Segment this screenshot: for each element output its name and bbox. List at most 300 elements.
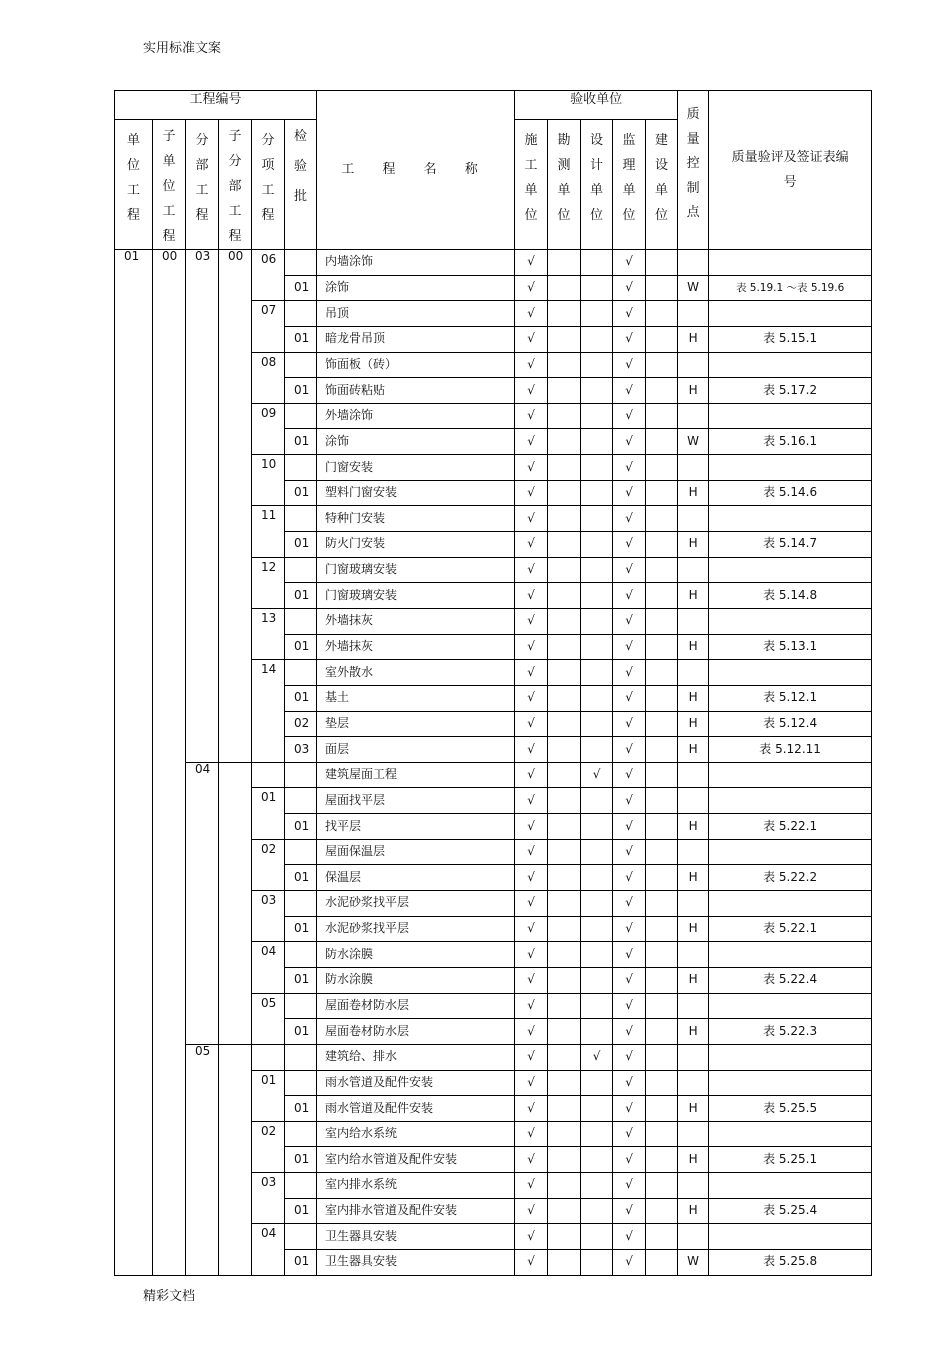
cell-project-name: 外墙抹灰 <box>317 608 515 634</box>
header-owner-unit: 建设单位 <box>646 120 678 250</box>
cell-quality-control-point: H <box>678 967 709 993</box>
cell-survey-check <box>548 532 581 558</box>
cell-form-number: 表 5.12.4 <box>709 711 872 737</box>
cell-lot: 01 <box>285 583 317 609</box>
cell-item-code: 01 <box>252 1070 285 1121</box>
cell-survey-check <box>548 455 581 481</box>
cell-project-name: 找平层 <box>317 814 515 840</box>
cell-construction-check: √ <box>515 634 548 660</box>
cell-owner-check <box>646 583 678 609</box>
cell-survey-check <box>548 762 581 788</box>
cell-project-name: 雨水管道及配件安装 <box>317 1096 515 1122</box>
cell-item-code: 08 <box>252 352 285 403</box>
cell-survey-check <box>548 378 581 404</box>
cell-item-code: 14 <box>252 660 285 763</box>
cell-construction-check: √ <box>515 788 548 814</box>
cell-project-name: 门窗玻璃安装 <box>317 583 515 609</box>
cell-survey-check <box>548 1147 581 1173</box>
cell-design-check <box>581 1249 613 1275</box>
cell-survey-check <box>548 1224 581 1250</box>
cell-supervision-check: √ <box>613 1044 646 1070</box>
cell-form-number: 表 5.14.6 <box>709 480 872 506</box>
cell-supervision-check: √ <box>613 455 646 481</box>
cell-project-name: 室内给水系统 <box>317 1121 515 1147</box>
cell-quality-control-point <box>678 250 709 276</box>
cell-construction-check: √ <box>515 301 548 327</box>
cell-owner-check <box>646 1198 678 1224</box>
cell-design-check <box>581 480 613 506</box>
cell-supervision-check: √ <box>613 865 646 891</box>
cell-quality-control-point: H <box>678 326 709 352</box>
cell-quality-control-point: H <box>678 1198 709 1224</box>
cell-survey-check <box>548 1019 581 1045</box>
cell-lot <box>285 1070 317 1096</box>
cell-supervision-check: √ <box>613 326 646 352</box>
cell-project-name: 面层 <box>317 737 515 763</box>
cell-item-code: 02 <box>252 1121 285 1172</box>
cell-supervision-check: √ <box>613 378 646 404</box>
cell-supervision-check: √ <box>613 839 646 865</box>
cell-project-name: 吊顶 <box>317 301 515 327</box>
cell-lot: 01 <box>285 967 317 993</box>
header-subdivision-project: 子分部工程 <box>219 120 252 250</box>
cell-form-number: 表 5.25.5 <box>709 1096 872 1122</box>
table-row <box>115 250 872 276</box>
cell-lot: 01 <box>285 378 317 404</box>
cell-owner-check <box>646 839 678 865</box>
cell-project-name: 垫层 <box>317 711 515 737</box>
cell-design-check <box>581 891 613 917</box>
page-footer: 精彩文档 <box>143 1289 196 1304</box>
cell-project-name: 外墙抹灰 <box>317 634 515 660</box>
cell-form-number <box>709 1070 872 1096</box>
cell-survey-check <box>548 711 581 737</box>
cell-construction-check: √ <box>515 711 548 737</box>
cell-subdivision-project <box>219 1044 252 1275</box>
cell-construction-check: √ <box>515 480 548 506</box>
cell-design-check <box>581 557 613 583</box>
cell-lot <box>285 352 317 378</box>
cell-item-code: 03 <box>252 1173 285 1224</box>
cell-construction-check: √ <box>515 1249 548 1275</box>
cell-supervision-check: √ <box>613 403 646 429</box>
cell-owner-check <box>646 1224 678 1250</box>
cell-lot <box>285 839 317 865</box>
header-construction-unit: 施工单位 <box>515 120 548 250</box>
cell-supervision-check: √ <box>613 1249 646 1275</box>
group-engineering-code: 工程编号 <box>115 91 317 120</box>
cell-supervision-check: √ <box>613 916 646 942</box>
cell-survey-check <box>548 557 581 583</box>
cell-owner-check <box>646 532 678 558</box>
cell-lot <box>285 1121 317 1147</box>
cell-survey-check <box>548 1121 581 1147</box>
cell-owner-check <box>646 685 678 711</box>
cell-owner-check <box>646 480 678 506</box>
cell-project-name: 门窗安装 <box>317 455 515 481</box>
cell-form-number <box>709 762 872 788</box>
cell-form-number <box>709 891 872 917</box>
cell-survey-check <box>548 1044 581 1070</box>
cell-survey-check <box>548 865 581 891</box>
cell-project-name: 门窗玻璃安装 <box>317 557 515 583</box>
cell-construction-check: √ <box>515 685 548 711</box>
cell-owner-check <box>646 506 678 532</box>
cell-supervision-check: √ <box>613 1173 646 1199</box>
cell-survey-check <box>548 839 581 865</box>
cell-survey-check <box>548 634 581 660</box>
cell-form-number: 表 5.13.1 <box>709 634 872 660</box>
cell-project-name: 建筑给、排水 <box>317 1044 515 1070</box>
cell-item-code: 09 <box>252 403 285 454</box>
cell-construction-check: √ <box>515 1224 548 1250</box>
header-division-project: 分部工程 <box>186 120 219 250</box>
cell-lot <box>285 506 317 532</box>
cell-design-check <box>581 737 613 763</box>
cell-lot <box>285 557 317 583</box>
cell-design-check <box>581 1224 613 1250</box>
cell-design-check <box>581 993 613 1019</box>
cell-survey-check <box>548 788 581 814</box>
cell-quality-control-point <box>678 839 709 865</box>
cell-form-number <box>709 1044 872 1070</box>
cell-form-number: 表 5.19.1 ～表 5.19.6 <box>709 275 872 301</box>
cell-owner-check <box>646 275 678 301</box>
cell-construction-check: √ <box>515 1096 548 1122</box>
cell-lot: 01 <box>285 634 317 660</box>
acceptance-table <box>114 90 872 1276</box>
cell-supervision-check: √ <box>613 250 646 276</box>
cell-item-code: 06 <box>252 250 285 301</box>
cell-survey-check <box>548 250 581 276</box>
cell-project-name: 基土 <box>317 685 515 711</box>
cell-item-code: 05 <box>252 993 285 1044</box>
cell-construction-check: √ <box>515 865 548 891</box>
cell-owner-check <box>646 1070 678 1096</box>
cell-owner-check <box>646 737 678 763</box>
cell-supervision-check: √ <box>613 942 646 968</box>
cell-project-name: 屋面保温层 <box>317 839 515 865</box>
cell-survey-check <box>548 685 581 711</box>
cell-design-check <box>581 455 613 481</box>
cell-quality-control-point <box>678 557 709 583</box>
cell-owner-check <box>646 891 678 917</box>
cell-form-number <box>709 608 872 634</box>
cell-form-number <box>709 788 872 814</box>
cell-form-number <box>709 250 872 276</box>
cell-design-check <box>581 352 613 378</box>
cell-design-check <box>581 608 613 634</box>
cell-owner-check <box>646 788 678 814</box>
cell-design-check <box>581 378 613 404</box>
cell-construction-check: √ <box>515 762 548 788</box>
cell-project-name: 建筑屋面工程 <box>317 762 515 788</box>
cell-project-name: 饰面板（砖） <box>317 352 515 378</box>
cell-construction-check: √ <box>515 737 548 763</box>
cell-quality-control-point <box>678 1044 709 1070</box>
cell-survey-check <box>548 506 581 532</box>
cell-quality-control-point <box>678 891 709 917</box>
cell-survey-check <box>548 403 581 429</box>
cell-lot: 01 <box>285 480 317 506</box>
cell-construction-check: √ <box>515 1044 548 1070</box>
cell-design-check <box>581 839 613 865</box>
cell-quality-control-point <box>678 1121 709 1147</box>
group-acceptance-units: 验收单位 <box>515 91 678 120</box>
cell-form-number: 表 5.25.4 <box>709 1198 872 1224</box>
cell-item-code: 12 <box>252 557 285 608</box>
cell-lot: 01 <box>285 275 317 301</box>
cell-project-name: 屋面找平层 <box>317 788 515 814</box>
cell-project-name: 饰面砖粘贴 <box>317 378 515 404</box>
header-supervision-unit: 监理单位 <box>613 120 646 250</box>
cell-quality-control-point: W <box>678 1249 709 1275</box>
cell-form-number: 表 5.22.1 <box>709 814 872 840</box>
cell-owner-check <box>646 1044 678 1070</box>
cell-lot: 01 <box>285 1147 317 1173</box>
cell-design-check <box>581 429 613 455</box>
cell-design-check <box>581 250 613 276</box>
cell-project-name: 屋面卷材防水层 <box>317 993 515 1019</box>
cell-quality-control-point <box>678 608 709 634</box>
cell-design-check <box>581 1070 613 1096</box>
cell-construction-check: √ <box>515 1019 548 1045</box>
cell-survey-check <box>548 352 581 378</box>
cell-design-check: √ <box>581 762 613 788</box>
cell-supervision-check: √ <box>613 891 646 917</box>
header-project-name: 工 程 名 称 <box>317 91 515 250</box>
cell-form-number <box>709 993 872 1019</box>
cell-item-code: 04 <box>252 1224 285 1275</box>
cell-lot <box>285 788 317 814</box>
cell-owner-check <box>646 403 678 429</box>
cell-supervision-check: √ <box>613 762 646 788</box>
cell-owner-check <box>646 352 678 378</box>
cell-owner-check <box>646 455 678 481</box>
cell-design-check <box>581 634 613 660</box>
cell-owner-check <box>646 942 678 968</box>
cell-lot: 01 <box>285 326 317 352</box>
cell-survey-check <box>548 967 581 993</box>
header-survey-unit: 勘测单位 <box>548 120 581 250</box>
cell-project-name: 水泥砂浆找平层 <box>317 891 515 917</box>
cell-construction-check: √ <box>515 378 548 404</box>
cell-supervision-check: √ <box>613 1224 646 1250</box>
cell-division-project: 04 <box>186 762 219 1044</box>
cell-lot: 01 <box>285 1096 317 1122</box>
cell-unit-project: 01 <box>115 250 153 1276</box>
cell-project-name: 雨水管道及配件安装 <box>317 1070 515 1096</box>
cell-supervision-check: √ <box>613 1096 646 1122</box>
cell-owner-check <box>646 865 678 891</box>
cell-lot: 02 <box>285 711 317 737</box>
cell-survey-check <box>548 480 581 506</box>
cell-quality-control-point: W <box>678 275 709 301</box>
cell-construction-check: √ <box>515 352 548 378</box>
cell-supervision-check: √ <box>613 967 646 993</box>
cell-quality-control-point <box>678 506 709 532</box>
cell-form-number <box>709 1173 872 1199</box>
cell-quality-control-point: H <box>678 532 709 558</box>
cell-owner-check <box>646 916 678 942</box>
cell-construction-check: √ <box>515 814 548 840</box>
cell-quality-control-point <box>678 1070 709 1096</box>
cell-lot: 01 <box>285 814 317 840</box>
cell-form-number: 表 5.25.1 <box>709 1147 872 1173</box>
cell-design-check <box>581 916 613 942</box>
cell-quality-control-point <box>678 1224 709 1250</box>
cell-survey-check <box>548 326 581 352</box>
cell-lot <box>285 762 317 788</box>
cell-construction-check: √ <box>515 326 548 352</box>
cell-form-number <box>709 1121 872 1147</box>
cell-design-check <box>581 506 613 532</box>
cell-owner-check <box>646 557 678 583</box>
cell-survey-check <box>548 916 581 942</box>
cell-survey-check <box>548 275 581 301</box>
cell-design-check: √ <box>581 1044 613 1070</box>
cell-lot: 03 <box>285 737 317 763</box>
cell-survey-check <box>548 1249 581 1275</box>
cell-quality-control-point: H <box>678 1019 709 1045</box>
cell-quality-control-point <box>678 942 709 968</box>
cell-supervision-check: √ <box>613 352 646 378</box>
header-form-number: 质量验评及签证表编号 <box>709 91 872 250</box>
cell-lot: 01 <box>285 916 317 942</box>
cell-supervision-check: √ <box>613 814 646 840</box>
cell-item-code: 10 <box>252 455 285 506</box>
cell-construction-check: √ <box>515 429 548 455</box>
cell-form-number: 表 5.22.4 <box>709 967 872 993</box>
cell-project-name: 塑料门窗安装 <box>317 480 515 506</box>
cell-design-check <box>581 1121 613 1147</box>
cell-supervision-check: √ <box>613 788 646 814</box>
cell-design-check <box>581 1096 613 1122</box>
cell-item-code: 07 <box>252 301 285 352</box>
cell-project-name: 室内排水系统 <box>317 1173 515 1199</box>
cell-design-check <box>581 967 613 993</box>
cell-lot <box>285 891 317 917</box>
cell-subdivision-project <box>219 762 252 1044</box>
cell-owner-check <box>646 1121 678 1147</box>
cell-form-number: 表 5.22.2 <box>709 865 872 891</box>
cell-survey-check <box>548 429 581 455</box>
cell-supervision-check: √ <box>613 685 646 711</box>
cell-survey-check <box>548 737 581 763</box>
cell-survey-check <box>548 608 581 634</box>
cell-design-check <box>581 1198 613 1224</box>
cell-supervision-check: √ <box>613 1121 646 1147</box>
cell-design-check <box>581 583 613 609</box>
cell-construction-check: √ <box>515 557 548 583</box>
cell-construction-check: √ <box>515 839 548 865</box>
cell-construction-check: √ <box>515 1147 548 1173</box>
cell-form-number <box>709 660 872 686</box>
cell-survey-check <box>548 660 581 686</box>
cell-construction-check: √ <box>515 1070 548 1096</box>
cell-design-check <box>581 942 613 968</box>
cell-quality-control-point <box>678 762 709 788</box>
cell-item-code: 01 <box>252 788 285 839</box>
cell-design-check <box>581 711 613 737</box>
cell-survey-check <box>548 942 581 968</box>
cell-project-name: 水泥砂浆找平层 <box>317 916 515 942</box>
cell-lot: 01 <box>285 429 317 455</box>
cell-design-check <box>581 1019 613 1045</box>
cell-supervision-check: √ <box>613 557 646 583</box>
cell-project-name: 外墙涂饰 <box>317 403 515 429</box>
cell-supervision-check: √ <box>613 301 646 327</box>
cell-quality-control-point: H <box>678 865 709 891</box>
cell-construction-check: √ <box>515 608 548 634</box>
cell-project-name: 涂饰 <box>317 275 515 301</box>
cell-project-name: 防水涂膜 <box>317 942 515 968</box>
cell-supervision-check: √ <box>613 634 646 660</box>
cell-design-check <box>581 1173 613 1199</box>
cell-project-name: 保温层 <box>317 865 515 891</box>
cell-construction-check: √ <box>515 532 548 558</box>
cell-survey-check <box>548 1198 581 1224</box>
cell-lot <box>285 608 317 634</box>
cell-supervision-check: √ <box>613 275 646 301</box>
cell-lot <box>285 660 317 686</box>
header-subunit-project: 子单位工程 <box>153 120 186 250</box>
cell-form-number: 表 5.12.1 <box>709 685 872 711</box>
cell-form-number <box>709 506 872 532</box>
cell-lot <box>285 455 317 481</box>
cell-quality-control-point <box>678 660 709 686</box>
cell-quality-control-point: H <box>678 634 709 660</box>
cell-supervision-check: √ <box>613 429 646 455</box>
cell-owner-check <box>646 711 678 737</box>
cell-quality-control-point: H <box>678 1147 709 1173</box>
cell-construction-check: √ <box>515 250 548 276</box>
cell-survey-check <box>548 891 581 917</box>
table-row <box>115 762 872 788</box>
cell-construction-check: √ <box>515 455 548 481</box>
cell-supervision-check: √ <box>613 1070 646 1096</box>
cell-design-check <box>581 865 613 891</box>
cell-form-number <box>709 455 872 481</box>
cell-quality-control-point: H <box>678 711 709 737</box>
cell-construction-check: √ <box>515 916 548 942</box>
cell-supervision-check: √ <box>613 480 646 506</box>
cell-design-check <box>581 301 613 327</box>
cell-design-check <box>581 403 613 429</box>
cell-form-number <box>709 557 872 583</box>
cell-form-number: 表 5.16.1 <box>709 429 872 455</box>
cell-lot: 01 <box>285 532 317 558</box>
table-row <box>115 1044 872 1070</box>
cell-survey-check <box>548 993 581 1019</box>
cell-quality-control-point: H <box>678 685 709 711</box>
cell-owner-check <box>646 967 678 993</box>
cell-survey-check <box>548 301 581 327</box>
cell-survey-check <box>548 814 581 840</box>
cell-form-number <box>709 403 872 429</box>
cell-construction-check: √ <box>515 506 548 532</box>
cell-construction-check: √ <box>515 993 548 1019</box>
cell-construction-check: √ <box>515 1173 548 1199</box>
cell-supervision-check: √ <box>613 608 646 634</box>
cell-quality-control-point <box>678 993 709 1019</box>
cell-project-name: 室内给水管道及配件安装 <box>317 1147 515 1173</box>
cell-owner-check <box>646 301 678 327</box>
cell-owner-check <box>646 762 678 788</box>
header-unit-project: 单位工程 <box>115 120 153 250</box>
cell-construction-check: √ <box>515 891 548 917</box>
header-design-unit: 设计单位 <box>581 120 613 250</box>
